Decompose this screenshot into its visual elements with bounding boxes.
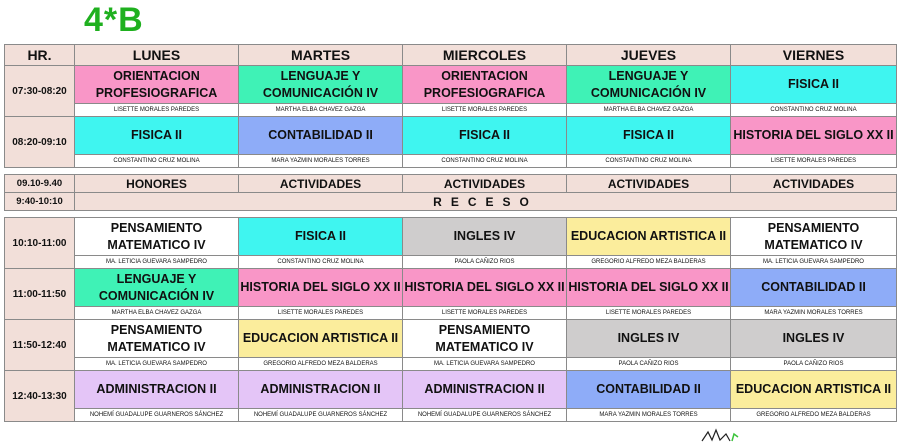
subject-cell: CONTABILIDAD II (239, 117, 403, 155)
subject-cell: ADMINISTRACION II (403, 371, 567, 409)
teacher-cell: CONSTANTINO CRUZ MOLINA (403, 155, 567, 168)
teacher-cell: PAOLA CAÑIZO RIOS (403, 256, 567, 269)
teacher-cell: MARA YAZMIN MORALES TORRES (239, 155, 403, 168)
teacher-row (5, 358, 897, 371)
subject-cell: PENSAMIENTO MATEMATICO IV (75, 320, 239, 358)
header-day-monday: LUNES (75, 45, 239, 66)
subject-cell: FISICA II (567, 117, 731, 155)
teacher-cell: MA. LETICIA GUEVARA SAMPEDRO (403, 358, 567, 371)
teacher-cell: LISETTE MORALES PAREDES (403, 307, 567, 320)
teacher-cell: PAOLA CAÑIZO RIOS (731, 358, 897, 371)
teacher-cell: MARA YAZMIN MORALES TORRES (731, 307, 897, 320)
teacher-cell: MARTHA ELBA CHAVEZ GAZGA (567, 104, 731, 117)
subject-cell: LENGUAJE Y COMUNICACIÓN IV (567, 66, 731, 104)
subject-cell: PENSAMIENTO MATEMATICO IV (403, 320, 567, 358)
time-slot: 09.10-9.40 (5, 175, 75, 193)
time-slot: 08:20-09:10 (5, 117, 75, 168)
subject-cell: HISTORIA DEL SIGLO XX II (403, 269, 567, 307)
subject-cell: LENGUAJE Y COMUNICACIÓN IV (239, 66, 403, 104)
activity-cell: ACTIVIDADES (567, 175, 731, 193)
subject-cell: INGLES IV (403, 218, 567, 256)
teacher-cell: CONSTANTINO CRUZ MOLINA (239, 256, 403, 269)
teacher-cell: GREGORIO ALFREDO MEZA BALDERAS (239, 358, 403, 371)
teacher-cell: LISETTE MORALES PAREDES (567, 307, 731, 320)
teacher-cell: GREGORIO ALFREDO MEZA BALDERAS (731, 409, 897, 422)
subject-cell: INGLES IV (731, 320, 897, 358)
activity-cell: ACTIVIDADES (239, 175, 403, 193)
time-slot: 10:10-11:00 (5, 218, 75, 269)
teacher-cell: MARTHA ELBA CHAVEZ GAZGA (239, 104, 403, 117)
subject-cell: CONTABILIDAD II (567, 371, 731, 409)
teacher-cell: MARA YAZMIN MORALES TORRES (567, 409, 731, 422)
teacher-cell: MARTHA ELBA CHAVEZ GAZGA (75, 307, 239, 320)
schedule-table-wrapper (4, 44, 896, 422)
time-slot: 12:40-13:30 (5, 371, 75, 422)
subject-cell: CONTABILIDAD II (731, 269, 897, 307)
table-row (5, 66, 897, 104)
teacher-cell: PAOLA CAÑIZO RIOS (567, 358, 731, 371)
time-slot: 9:40-10:10 (5, 193, 75, 211)
teacher-cell: CONSTANTINO CRUZ MOLINA (731, 104, 897, 117)
teacher-row (5, 409, 897, 422)
subject-cell: FISICA II (403, 117, 567, 155)
subject-cell: INGLES IV (567, 320, 731, 358)
teacher-row (5, 256, 897, 269)
recess-cell: RECESO (75, 193, 897, 211)
subject-cell: FISICA II (731, 66, 897, 104)
header-day-wednesday: MIERCOLES (403, 45, 567, 66)
time-slot: 07:30-08:20 (5, 66, 75, 117)
subject-cell: ADMINISTRACION II (239, 371, 403, 409)
subject-cell: EDUCACION ARTISTICA II (567, 218, 731, 256)
teacher-cell: MA. LETICIA GUEVARA SAMPEDRO (75, 358, 239, 371)
table-row (5, 117, 897, 155)
activity-cell: HONORES (75, 175, 239, 193)
subject-cell: HISTORIA DEL SIGLO XX II (239, 269, 403, 307)
time-slot: 11:50-12:40 (5, 320, 75, 371)
table-row (5, 269, 897, 307)
teacher-cell: LISETTE MORALES PAREDES (731, 155, 897, 168)
subject-cell: FISICA II (239, 218, 403, 256)
recess-row (5, 193, 897, 211)
teacher-cell: LISETTE MORALES PAREDES (403, 104, 567, 117)
subject-cell: ORIENTACION PROFESIOGRAFICA (403, 66, 567, 104)
teacher-cell: CONSTANTINO CRUZ MOLINA (567, 155, 731, 168)
teacher-cell: MA. LETICIA GUEVARA SAMPEDRO (731, 256, 897, 269)
subject-cell: PENSAMIENTO MATEMATICO IV (731, 218, 897, 256)
schedule-title: 4*B (84, 1, 144, 39)
teacher-row (5, 155, 897, 168)
teacher-cell: NOHEMÍ GUADALUPE GUARNEROS SÁNCHEZ (239, 409, 403, 422)
teacher-cell: NOHEMÍ GUADALUPE GUARNEROS SÁNCHEZ (75, 409, 239, 422)
teacher-cell: LISETTE MORALES PAREDES (75, 104, 239, 117)
table-row (5, 218, 897, 256)
teacher-cell: MA. LETICIA GUEVARA SAMPEDRO (75, 256, 239, 269)
activities-row (5, 175, 897, 193)
subject-cell: EDUCACION ARTISTICA II (731, 371, 897, 409)
header-day-thursday: JUEVES (567, 45, 731, 66)
subject-cell: LENGUAJE Y COMUNICACIÓN IV (75, 269, 239, 307)
teacher-row (5, 307, 897, 320)
header-row (5, 45, 897, 66)
activity-cell: ACTIVIDADES (403, 175, 567, 193)
teacher-cell: CONSTANTINO CRUZ MOLINA (75, 155, 239, 168)
subject-cell: ORIENTACION PROFESIOGRAFICA (75, 66, 239, 104)
spacer-row (5, 168, 897, 175)
subject-cell: EDUCACION ARTISTICA II (239, 320, 403, 358)
schedule-table (4, 44, 897, 422)
subject-cell: HISTORIA DEL SIGLO XX II (731, 117, 897, 155)
activity-cell: ACTIVIDADES (731, 175, 897, 193)
teacher-cell: LISETTE MORALES PAREDES (239, 307, 403, 320)
spacer-row (5, 211, 897, 218)
subject-cell: ADMINISTRACION II (75, 371, 239, 409)
subject-cell: PENSAMIENTO MATEMATICO IV (75, 218, 239, 256)
table-row (5, 320, 897, 358)
teacher-cell: GREGORIO ALFREDO MEZA BALDERAS (567, 256, 731, 269)
teacher-cell: NOHEMÍ GUADALUPE GUARNEROS SÁNCHEZ (403, 409, 567, 422)
table-row (5, 371, 897, 409)
header-day-friday: VIERNES (731, 45, 897, 66)
header-day-tuesday: MARTES (239, 45, 403, 66)
header-hr: HR. (5, 45, 75, 66)
scribble-mark (700, 428, 740, 442)
teacher-row (5, 104, 897, 117)
time-slot: 11:00-11:50 (5, 269, 75, 320)
subject-cell: HISTORIA DEL SIGLO XX II (567, 269, 731, 307)
subject-cell: FISICA II (75, 117, 239, 155)
